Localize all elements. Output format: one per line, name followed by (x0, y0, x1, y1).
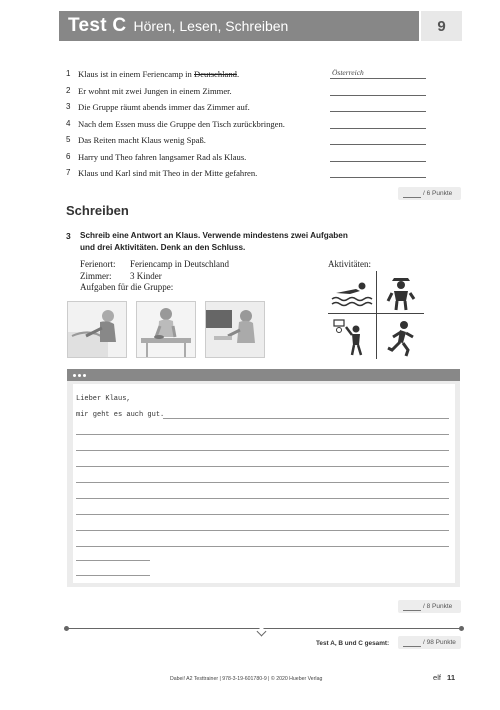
letter-greeting: Lieber Klaus, (76, 395, 131, 403)
statement-item: 4 Nach dem Essen muss die Gruppe den Tisch zurückbringen. (66, 116, 432, 133)
dot-icon (73, 374, 76, 377)
section-divider (67, 628, 461, 629)
statement-item: 7 Klaus und Karl sind mit Theo in der Mitte gefahren. (66, 165, 432, 182)
letter-toolbar (67, 369, 460, 381)
statement-item: 6 Harry und Theo fahren langsamer Rad als Klaus. (66, 149, 432, 166)
dot-icon (83, 374, 86, 377)
test-title: Test C (68, 15, 127, 36)
statement-list (66, 66, 432, 182)
page-number-box: 9 (421, 11, 462, 41)
score-box-hoeren[interactable]: / 6 Punkte (398, 187, 461, 200)
answer-field[interactable]: Österreich (330, 68, 426, 79)
swimming-icon (330, 277, 374, 309)
writing-line[interactable] (76, 466, 449, 467)
total-label: Test A, B und C gesamt: (316, 640, 390, 647)
answer-field[interactable] (330, 118, 426, 129)
running-icon (382, 319, 420, 357)
statement-item: 3 Die Gruppe räumt abends immer das Zimmer auf. (66, 99, 432, 116)
writing-line[interactable] (76, 482, 449, 483)
statement-item: 1 Klaus ist in einem Feriencamp in Deutschland. Österreich (66, 66, 432, 83)
dot-icon (78, 374, 81, 377)
writing-line[interactable] (76, 498, 449, 499)
writing-line[interactable] (76, 530, 449, 531)
footer-copyright: Dabei! A2 Testtrainer | 978-3-19-601780-9 | © 2020 Hueber Verlag (170, 676, 323, 682)
writing-line[interactable] (76, 434, 449, 435)
writing-line[interactable] (76, 546, 449, 547)
answer-field[interactable] (330, 101, 426, 112)
letter-paper[interactable] (73, 384, 455, 583)
task-instruction: Schreib eine Antwort an Klaus. Verwende mindestens zwei Aufgaben und drei Aktivitäten. Denk an den Schluss. (80, 231, 348, 252)
section-title: Schreiben (66, 203, 129, 218)
letter-line: mir geht es auch gut. (76, 411, 165, 419)
struck-word: Deutschland (194, 69, 237, 79)
answer-field[interactable] (330, 167, 426, 178)
writing-line[interactable] (76, 450, 449, 451)
score-box-total[interactable]: / 98 Punkte (398, 636, 461, 649)
footer-page-number: 11 (447, 673, 456, 682)
riding-icon (382, 273, 420, 311)
letter-box (67, 369, 460, 587)
writing-line[interactable] (76, 575, 150, 576)
answer-field[interactable] (330, 134, 426, 145)
footer-brand: elf 11 (433, 673, 456, 682)
info-block: Ferienort: Feriencamp in Deutschland Zimmer: 3 Kinder Aufgaben für die Gruppe: (80, 259, 229, 292)
writing-line[interactable] (76, 560, 150, 561)
writing-line[interactable] (163, 418, 449, 419)
task-number: 3 (66, 231, 71, 241)
test-skills: Hören, Lesen, Schreiben (133, 18, 289, 34)
writing-line[interactable] (76, 514, 449, 515)
answer-field[interactable] (330, 85, 426, 96)
photo-setting-table (205, 301, 265, 358)
statement-item: 2 Er wohnt mit zwei Jungen in einem Zimmer. (66, 83, 432, 100)
basketball-icon (330, 317, 374, 357)
statement-item: 5 Das Reiten macht Klaus wenig Spaß. (66, 132, 432, 149)
header-bar (59, 11, 419, 41)
score-box-schreiben[interactable]: / 8 Punkte (398, 600, 461, 613)
activities-label: Aktivitäten: (328, 259, 371, 269)
photo-making-bed (67, 301, 127, 358)
answer-field[interactable] (330, 151, 426, 162)
photo-wiping-table (136, 301, 196, 358)
activities-grid (328, 271, 424, 359)
